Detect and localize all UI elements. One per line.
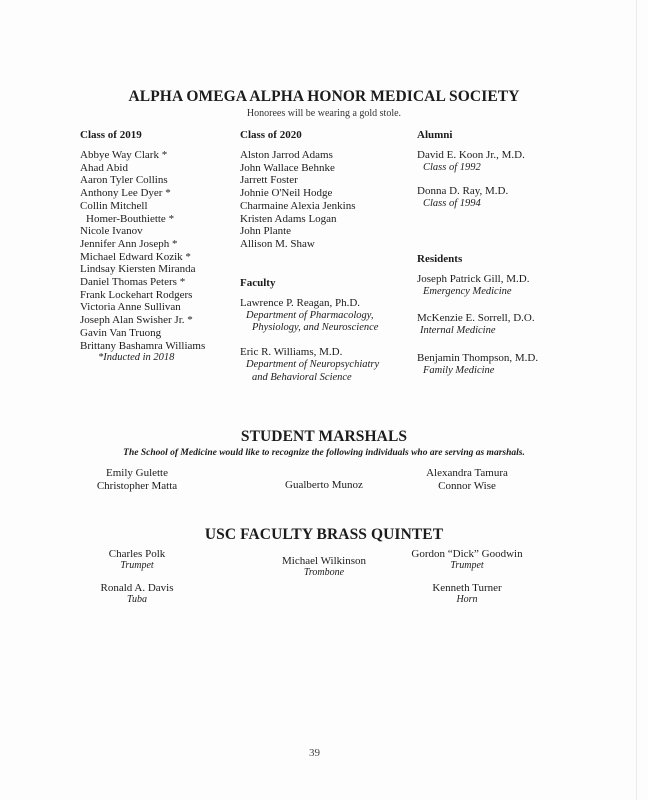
- marshals-title: STUDENT MARSHALS: [240, 428, 408, 445]
- class-2020-heading: Class of 2020: [240, 129, 302, 141]
- member-instrument: Tuba: [126, 594, 147, 605]
- marshal-name: Gualberto Munoz: [285, 479, 363, 491]
- marshal-name: Christopher Matta: [96, 480, 178, 492]
- quintet-title: USC FACULTY BRASS QUINTET: [204, 526, 444, 543]
- marshal-name: Connor Wise: [438, 480, 496, 492]
- class-2019-column: [80, 129, 205, 365]
- list-item: John Plante: [240, 225, 292, 238]
- marshals-left: [82, 467, 192, 493]
- alumni-class: Class of 1992: [423, 161, 481, 173]
- resident-name: Joseph Patrick Gill, M.D.: [417, 273, 530, 285]
- list-item: Anthony Lee Dyer *: [80, 187, 171, 200]
- residents-column: [417, 253, 538, 388]
- faculty-department: Department of Neuropsychiatry: [246, 358, 380, 370]
- list-item: Daniel Thomas Peters *: [80, 276, 186, 289]
- marshals-right: [412, 467, 522, 493]
- list-item: Homer-Bouthiette *: [86, 212, 175, 225]
- list-item: Gavin Van Truong: [80, 326, 162, 339]
- faculty-heading: Faculty: [240, 277, 276, 289]
- alumni-entry: [417, 185, 525, 210]
- faculty-name: Lawrence P. Reagan, Ph.D.: [240, 297, 361, 309]
- list-item: Michael Edward Kozik *: [80, 250, 191, 263]
- resident-name: Benjamin Thompson, M.D.: [417, 351, 539, 364]
- alumni-name: David E. Koon Jr., M.D.: [417, 149, 525, 161]
- list-item: Jennifer Ann Joseph *: [80, 237, 178, 250]
- faculty-entry: [240, 297, 379, 335]
- marshal-name: Alexandra Tamura: [426, 467, 508, 479]
- member-instrument: Trombone: [303, 567, 345, 578]
- quintet-member: [82, 582, 192, 605]
- page-number: 39: [309, 747, 320, 759]
- resident-specialty: Internal Medicine: [420, 325, 496, 337]
- resident-entry: [417, 352, 538, 377]
- alumni-heading: Alumni: [417, 129, 453, 141]
- marshals-subtitle: The School of Medicine would like to recognize the following individuals who are serving as marshals.: [123, 448, 525, 458]
- list-item: Jarrett Foster: [240, 174, 298, 187]
- marshal-name: Emily Gulette: [105, 467, 168, 479]
- list-item: Victoria Anne Sullivan: [80, 301, 181, 314]
- aoa-title: ALPHA OMEGA ALPHA HONOR MEDICAL SOCIETY: [128, 88, 520, 105]
- faculty-department: and Behavioral Science: [252, 371, 352, 383]
- alumni-name: Donna D. Ray, M.D.: [417, 185, 509, 198]
- class-2019-heading: Class of 2019: [80, 129, 142, 141]
- alumni-class: Class of 1994: [423, 198, 481, 210]
- resident-name: McKenzie E. Sorrell, D.O.: [417, 312, 535, 325]
- inducted-note: *Inducted in 2018: [98, 352, 175, 364]
- list-item: Frank Lockehart Rodgers: [80, 288, 193, 301]
- resident-entry: [417, 312, 538, 337]
- list-item: Abbye Way Clark *: [80, 149, 168, 161]
- member-name: Charles Polk: [108, 548, 166, 560]
- member-name: Ronald A. Davis: [100, 582, 174, 594]
- faculty-name: Eric R. Williams, M.D.: [240, 346, 343, 359]
- list-item: John Wallace Behnke: [240, 161, 335, 174]
- quintet-member: [402, 548, 532, 571]
- member-name: Gordon “Dick” Goodwin: [411, 548, 523, 560]
- list-item: Joseph Alan Swisher Jr. *: [80, 314, 193, 327]
- quintet-member: [244, 555, 404, 578]
- list-item: Kristen Adams Logan: [240, 212, 337, 225]
- list-item: Aaron Tyler Collins: [80, 174, 168, 187]
- faculty-department: Department of Pharmacology,: [246, 309, 374, 321]
- list-item: Allison M. Shaw: [240, 237, 315, 250]
- alumni-column: [417, 129, 525, 222]
- page-edge: [636, 0, 637, 800]
- member-name: Kenneth Turner: [432, 582, 502, 594]
- residents-heading: Residents: [417, 253, 463, 265]
- list-item: Charmaine Alexia Jenkins: [240, 199, 356, 212]
- quintet-member: [82, 548, 192, 571]
- list-item: Ahad Abid: [80, 161, 128, 174]
- faculty-entry: [240, 346, 379, 384]
- marshals-center: [254, 479, 394, 492]
- resident-entry: [417, 273, 538, 298]
- list-item: Alston Jarrod Adams: [240, 149, 333, 161]
- member-name: Michael Wilkinson: [282, 555, 366, 567]
- list-item: Brittany Bashamra Williams: [80, 339, 206, 352]
- resident-specialty: Emergency Medicine: [423, 285, 512, 297]
- list-item: Nicole Ivanov: [80, 225, 143, 238]
- member-instrument: Trumpet: [120, 560, 154, 571]
- member-instrument: Horn: [456, 594, 478, 605]
- faculty-column: [240, 277, 379, 395]
- aoa-subtitle: Honorees will be wearing a gold stole.: [246, 108, 402, 119]
- list-item: Johnie O'Neil Hodge: [240, 187, 333, 200]
- member-instrument: Trumpet: [450, 560, 484, 571]
- faculty-department: Physiology, and Neuroscience: [252, 322, 379, 334]
- list-item: Lindsay Kiersten Miranda: [80, 263, 196, 276]
- quintet-member: [412, 582, 522, 605]
- resident-specialty: Family Medicine: [423, 364, 495, 376]
- list-item: Collin Mitchell: [80, 199, 148, 212]
- alumni-entry: [417, 149, 525, 174]
- class-2020-column: [240, 129, 355, 251]
